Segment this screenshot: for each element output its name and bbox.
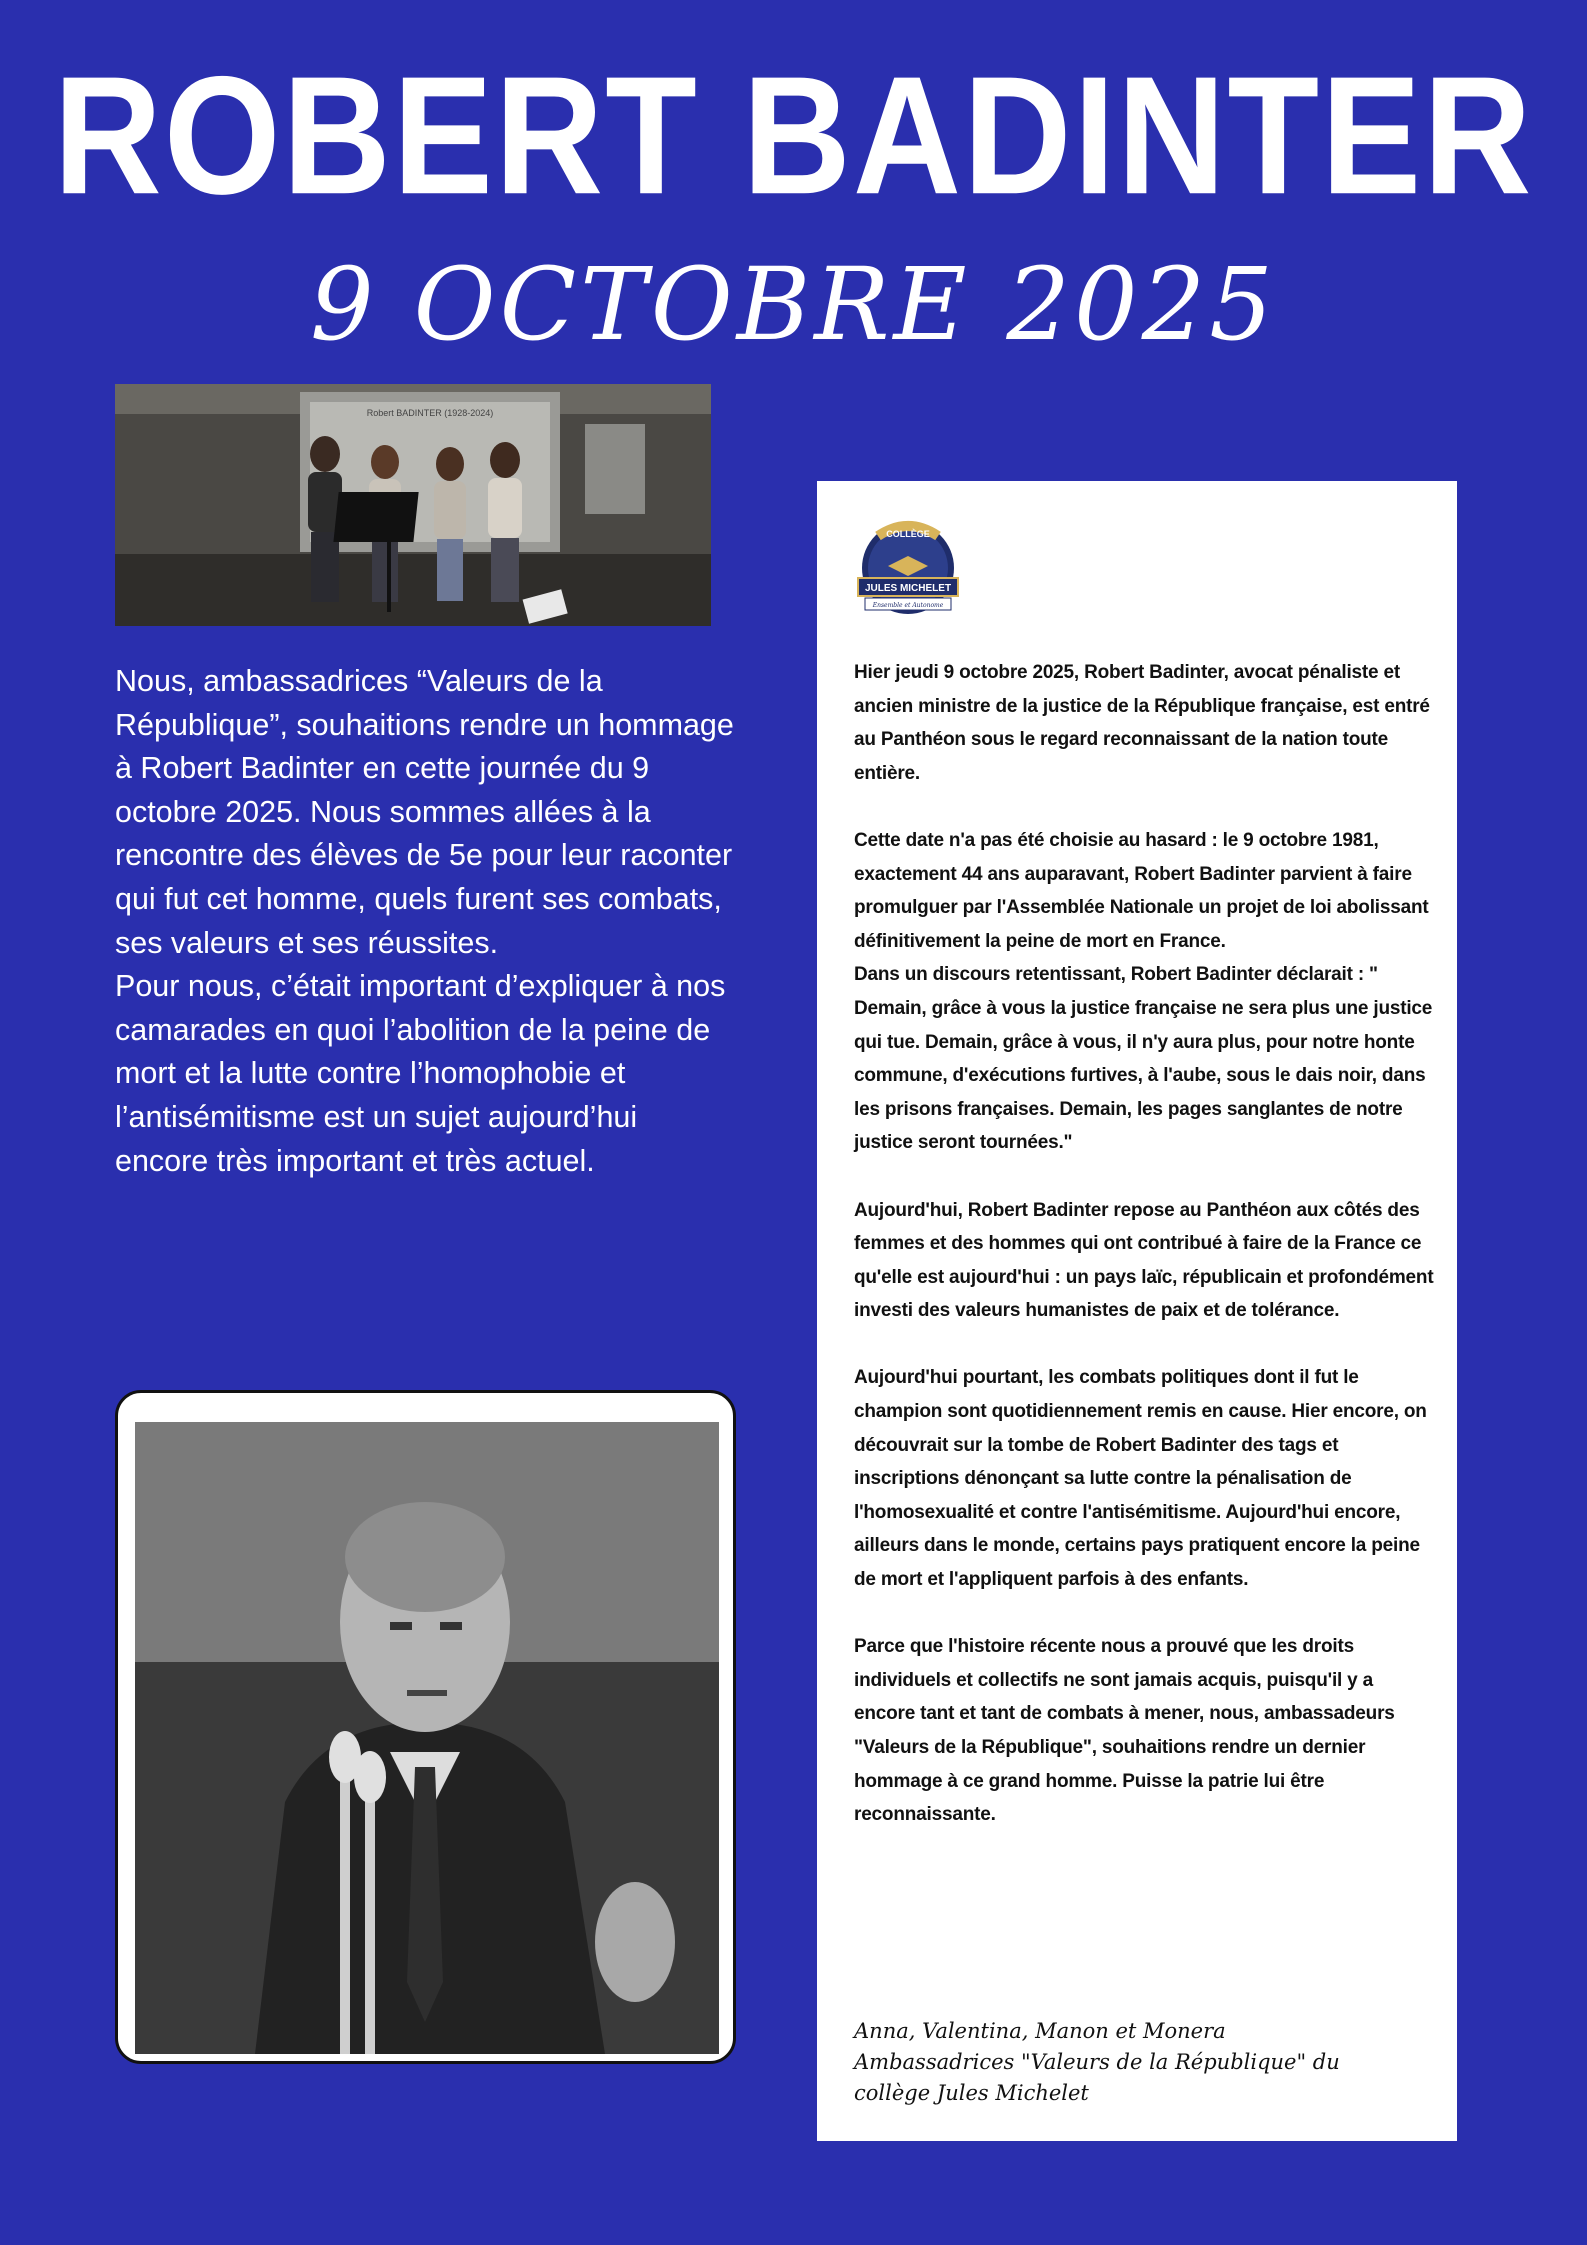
signature-names: Anna, Valentina, Manon et Monera <box>854 2019 1226 2043</box>
article-text <box>854 656 1434 1832</box>
intro-paragraph-2: Pour nous, c’était important d’expliquer à nos camarades en quoi l’abolition de la peine de mort et la lutte contre l’homophobie et l’antisémitisme est un sujet aujourd’hui encore très important et très actuel. <box>115 969 726 1178</box>
article-paragraph-5: Aujourd'hui pourtant, les combats politiques dont il fut le champion sont quotidiennement remis en cause. Hier encore, on découvrait sur la tombe de Robert Badinter des tags et inscriptions dénonçant sa lutte contre la pénalisation de l'homosexualité et contre l'antisémitisme. Aujourd'hui encore, ailleurs dans le monde, certains pays pratiquent encore la peine de mort et l'appliquent parfois à des enfants. <box>854 1367 1427 1591</box>
signature <box>854 2016 1434 2109</box>
signature-school: collège Jules Michelet <box>854 2081 1089 2105</box>
article-paragraph-3: Dans un discours retentissant, Robert Badinter déclarait : " Demain, grâce à vous la justice française ne sera plus une justice qui tue. Demain, grâce à vous, il n'y aura plus, pour notre honte commune, d'exécutions furtives, à l'aube, sous le dais noir, dans les prisons françaises. Demain, les pages sanglantes de notre justice seront tournées." <box>854 964 1433 1154</box>
logo-name: JULES MICHELET <box>864 583 952 594</box>
article-paragraph-4: Aujourd'hui, Robert Badinter repose au Panthéon aux côtés des femmes et des hommes qui ont contribué à faire de la France ce qu'elle est aujourd'hui : un pays laïc, républicain et profondément investi des valeurs humanistes de paix et de tolérance. <box>854 1199 1434 1322</box>
logo-top-text: COLLÈGE <box>886 529 930 539</box>
logo-motto: Ensemble et Autonome <box>872 602 944 609</box>
article-paragraph-6: Parce que l'histoire récente nous a prouvé que les droits individuels et collectifs ne sont jamais acquis, puisqu'il y a encore tant et tant de combats à mener, nous, ambassadeurs "Valeurs de la République", souhaitions rendre un dernier hommage à ce grand homme. Puisse la patrie lui être reconnaissante. <box>854 1636 1395 1826</box>
page-date: 9 OCTOBRE 2025 <box>310 246 1277 363</box>
article-panel <box>817 481 1457 2141</box>
article-paragraph-1: Hier jeudi 9 octobre 2025, Robert Badinter, avocat pénaliste et ancien ministre de la justice de la République française, est entré au Panthéon sous le regard reconnaissant de la nation toute entière. <box>854 662 1430 784</box>
students-presentation-photo <box>115 384 711 626</box>
intro-text <box>115 660 735 1183</box>
signature-role: Ambassadrices "Valeurs de la République" du <box>854 2050 1340 2074</box>
screen-caption: Robert BADINTER (1928-2024) <box>366 408 494 418</box>
intro-paragraph-1: Nous, ambassadrices “Valeurs de la République”, souhaitions rendre un hommage à Robert Badinter en cette journée du 9 octobre 2025. Nous sommes allées à la rencontre des élèves de 5e pour leur raconter qui fut cet homme, quels furent ses combats, ses valeurs et ses réussites. <box>115 664 734 960</box>
college-logo <box>853 516 963 626</box>
page-title: ROBERT BADINTER <box>53 40 1534 230</box>
article-paragraph-2: Cette date n'a pas été choisie au hasard : le 9 octobre 1981, exactement 44 ans auparavant, Robert Badinter parvient à faire promulguer par l'Assemblée Nationale un projet de loi abolissant définitivement la peine de mort en France. <box>854 829 1429 952</box>
badinter-portrait-photo <box>135 1422 719 2054</box>
